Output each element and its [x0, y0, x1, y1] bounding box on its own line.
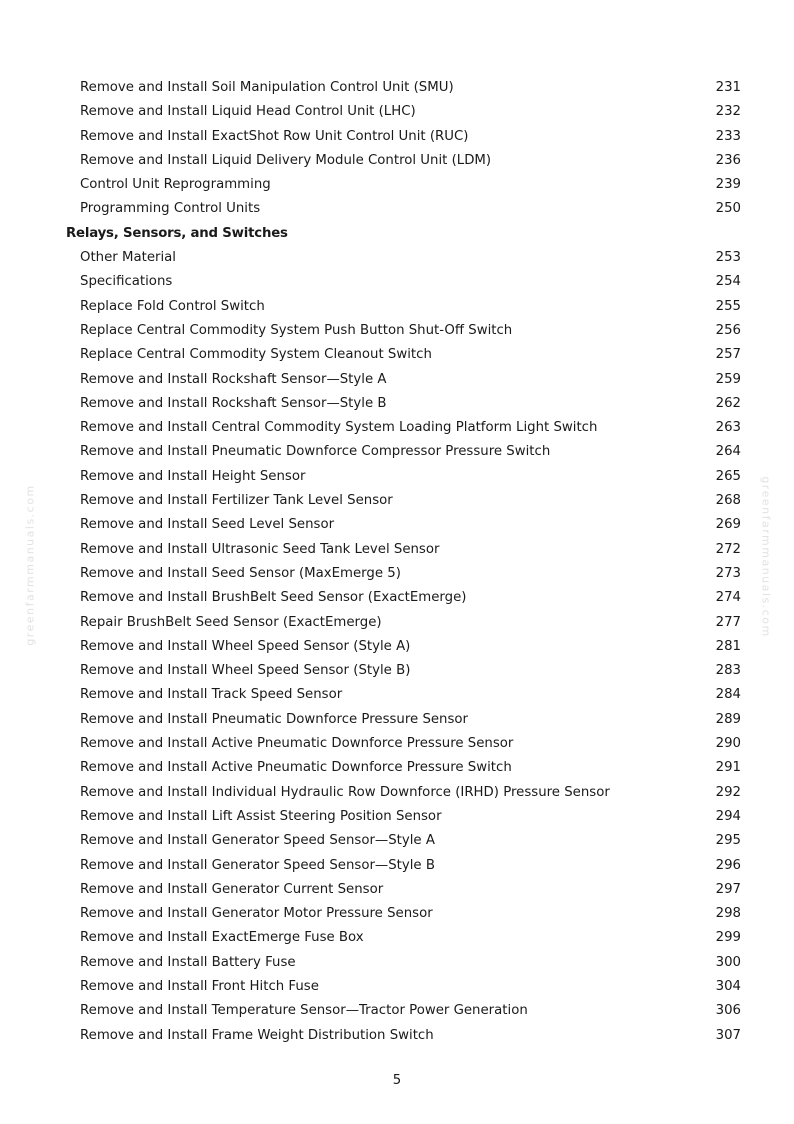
- toc-entry[interactable]: [0, 1024, 794, 1048]
- toc-entry-page: 298: [715, 906, 741, 922]
- toc-entry-title: Remove and Install Front Hitch Fuse: [80, 978, 319, 994]
- toc-entry[interactable]: [0, 586, 794, 610]
- toc-entry[interactable]: [0, 611, 794, 635]
- toc-entry-title: Remove and Install Generator Speed Sensor—Style A: [80, 833, 435, 849]
- toc-entry-title: Remove and Install Temperature Sensor—Tractor Power Generation: [80, 1003, 528, 1019]
- toc-entry-page: 297: [715, 881, 741, 897]
- toc-entry-page: 263: [715, 420, 741, 436]
- toc-entry-title: Remove and Install Fertilizer Tank Level Sensor: [80, 493, 393, 509]
- toc-entry-title: Control Unit Reprogramming: [80, 177, 271, 193]
- toc-entry[interactable]: [0, 732, 794, 756]
- toc-entry-page: 257: [715, 347, 741, 363]
- toc-entry-title: Remove and Install BrushBelt Seed Sensor (ExactEmerge): [80, 590, 467, 606]
- toc-entry[interactable]: [0, 149, 794, 173]
- toc-entry[interactable]: [0, 878, 794, 902]
- toc-entry[interactable]: [0, 975, 794, 999]
- toc-entry-title: Remove and Install Individual Hydraulic Row Downforce (IRHD) Pressure Sensor: [80, 784, 610, 800]
- toc-entry[interactable]: [0, 100, 794, 124]
- toc-entry-title: Remove and Install Liquid Head Control Unit (LHC): [80, 104, 416, 120]
- toc-entry-page: 294: [715, 808, 741, 824]
- toc-entry[interactable]: [0, 368, 794, 392]
- toc-entry-title: Remove and Install Generator Motor Pressure Sensor: [80, 906, 433, 922]
- toc-entry[interactable]: [0, 756, 794, 780]
- toc-entry-title: Remove and Install Generator Current Sensor: [80, 881, 384, 897]
- toc-entry[interactable]: [0, 781, 794, 805]
- toc-entry[interactable]: [0, 951, 794, 975]
- toc-entry[interactable]: [0, 295, 794, 319]
- toc-entry[interactable]: [0, 538, 794, 562]
- toc-entry-title: Remove and Install ExactShot Row Unit Control Unit (RUC): [80, 128, 469, 144]
- toc-entry[interactable]: [0, 513, 794, 537]
- toc-entry-title: Remove and Install Generator Speed Sensor—Style B: [80, 857, 435, 873]
- toc-entry-page: 304: [715, 978, 741, 994]
- toc-entry-title: Remove and Install Frame Weight Distribution Switch: [80, 1027, 434, 1043]
- toc-entry-page: 296: [715, 857, 741, 873]
- toc-entry-page: 262: [715, 395, 741, 411]
- toc-entry-page: 284: [715, 687, 741, 703]
- toc-entry-title: Remove and Install Rockshaft Sensor—Style A: [80, 371, 387, 387]
- watermark-left: greenfarmmanuals.com: [23, 484, 37, 646]
- toc-entry-title: Relays, Sensors, and Switches: [66, 225, 288, 241]
- toc-entry-title: Specifications: [80, 274, 173, 290]
- toc-entry-title: Remove and Install Lift Assist Steering Position Sensor: [80, 808, 442, 824]
- toc-entry-page: 236: [715, 152, 741, 168]
- toc-entry-page: 272: [715, 541, 741, 557]
- toc-entry-page: 255: [715, 298, 741, 314]
- toc-entry-page: 292: [715, 784, 741, 800]
- page-number: 5: [392, 1073, 402, 1088]
- toc-entry-title: Replace Fold Control Switch: [80, 298, 265, 314]
- toc-entry[interactable]: [0, 392, 794, 416]
- toc-entry-page: 306: [715, 1003, 741, 1019]
- toc-entry[interactable]: [0, 343, 794, 367]
- toc-entry-title: Replace Central Commodity System Push Button Shut-Off Switch: [80, 322, 513, 338]
- toc-entry[interactable]: [0, 246, 794, 270]
- toc-entry[interactable]: [0, 635, 794, 659]
- toc-entry-page: 290: [715, 736, 741, 752]
- toc-entry-page: 256: [715, 322, 741, 338]
- toc-entry-title: Remove and Install Rockshaft Sensor—Style B: [80, 395, 387, 411]
- toc-entry-page: 250: [715, 201, 741, 217]
- toc-entry-title: Remove and Install Wheel Speed Sensor (Style B): [80, 663, 411, 679]
- toc-entry-title: Remove and Install Seed Sensor (MaxEmerge 5): [80, 565, 401, 581]
- toc-entry-page: 254: [715, 274, 741, 290]
- toc-entry-page: 269: [715, 517, 741, 533]
- toc-entry-title: Remove and Install Wheel Speed Sensor (Style A): [80, 638, 411, 654]
- toc-entry[interactable]: [0, 926, 794, 950]
- toc-entry[interactable]: [0, 76, 794, 100]
- toc-entry-title: Remove and Install Battery Fuse: [80, 954, 296, 970]
- toc-entry[interactable]: [0, 562, 794, 586]
- toc-entry-page: 295: [715, 833, 741, 849]
- toc-entry-page: 231: [715, 80, 741, 95]
- toc-entry-page: 283: [715, 663, 741, 679]
- toc-entry[interactable]: [0, 416, 794, 440]
- toc-entry-page: 264: [715, 444, 741, 460]
- toc-entry[interactable]: [0, 440, 794, 464]
- toc-entry-title: Remove and Install Ultrasonic Seed Tank Level Sensor: [80, 541, 440, 557]
- toc-entry[interactable]: [0, 854, 794, 878]
- toc-entry-page: 233: [715, 128, 741, 144]
- toc-entry[interactable]: [0, 270, 794, 294]
- toc-entry-title: Repair BrushBelt Seed Sensor (ExactEmerge): [80, 614, 382, 630]
- toc-entry[interactable]: [0, 829, 794, 853]
- toc-entry[interactable]: [0, 125, 794, 149]
- toc-entry-page: 300: [715, 954, 741, 970]
- toc-entry-page: 281: [715, 638, 741, 654]
- toc-entry-page: 265: [715, 468, 741, 484]
- toc-entry[interactable]: [0, 708, 794, 732]
- toc-entry-title: Remove and Install Pneumatic Downforce Compressor Pressure Switch: [80, 444, 551, 460]
- table-of-contents: [0, 76, 794, 1048]
- toc-entry-page: 299: [715, 930, 741, 946]
- toc-entry[interactable]: [0, 319, 794, 343]
- toc-entry-title: Remove and Install Active Pneumatic Downforce Pressure Sensor: [80, 736, 514, 752]
- toc-entry-title: Remove and Install Central Commodity System Loading Platform Light Switch: [80, 420, 598, 436]
- toc-entry-page: 232: [715, 104, 741, 120]
- toc-entry-title: Remove and Install Liquid Delivery Module Control Unit (LDM): [80, 152, 492, 168]
- toc-entry[interactable]: [0, 173, 794, 197]
- toc-entry-page: 307: [715, 1027, 741, 1043]
- toc-entry[interactable]: [0, 465, 794, 489]
- toc-entry-page: 277: [715, 614, 741, 630]
- toc-entry-title: Remove and Install Seed Level Sensor: [80, 517, 335, 533]
- toc-entry-title: Other Material: [80, 250, 176, 266]
- toc-entry-title: Remove and Install ExactEmerge Fuse Box: [80, 930, 364, 946]
- toc-section-heading: [0, 222, 794, 246]
- toc-entry-title: Remove and Install Track Speed Sensor: [80, 687, 343, 703]
- toc-entry-title: Programming Control Units: [80, 201, 261, 217]
- toc-entry-page: 291: [715, 760, 741, 776]
- watermark-right: greenfarmmanuals.com: [759, 476, 773, 638]
- toc-entry-title: Remove and Install Height Sensor: [80, 468, 306, 484]
- toc-entry[interactable]: [0, 659, 794, 683]
- toc-entry[interactable]: [0, 805, 794, 829]
- toc-entry-title: Remove and Install Active Pneumatic Downforce Pressure Switch: [80, 760, 512, 776]
- toc-entry-page: 274: [715, 590, 741, 606]
- toc-entry-page: 253: [715, 250, 741, 266]
- toc-entry-page: 289: [715, 711, 741, 727]
- toc-entry[interactable]: [0, 489, 794, 513]
- toc-entry[interactable]: [0, 197, 794, 221]
- toc-entry-page: 239: [715, 177, 741, 193]
- toc-entry-title: Remove and Install Soil Manipulation Control Unit (SMU): [80, 80, 454, 95]
- toc-entry-page: 259: [715, 371, 741, 387]
- toc-entry[interactable]: [0, 683, 794, 707]
- toc-entry[interactable]: [0, 999, 794, 1023]
- toc-entry[interactable]: [0, 902, 794, 926]
- toc-entry-title: Remove and Install Pneumatic Downforce Pressure Sensor: [80, 711, 469, 727]
- toc-entry-page: 268: [715, 493, 741, 509]
- toc-entry-page: 273: [715, 565, 741, 581]
- toc-entry-title: Replace Central Commodity System Cleanout Switch: [80, 347, 432, 363]
